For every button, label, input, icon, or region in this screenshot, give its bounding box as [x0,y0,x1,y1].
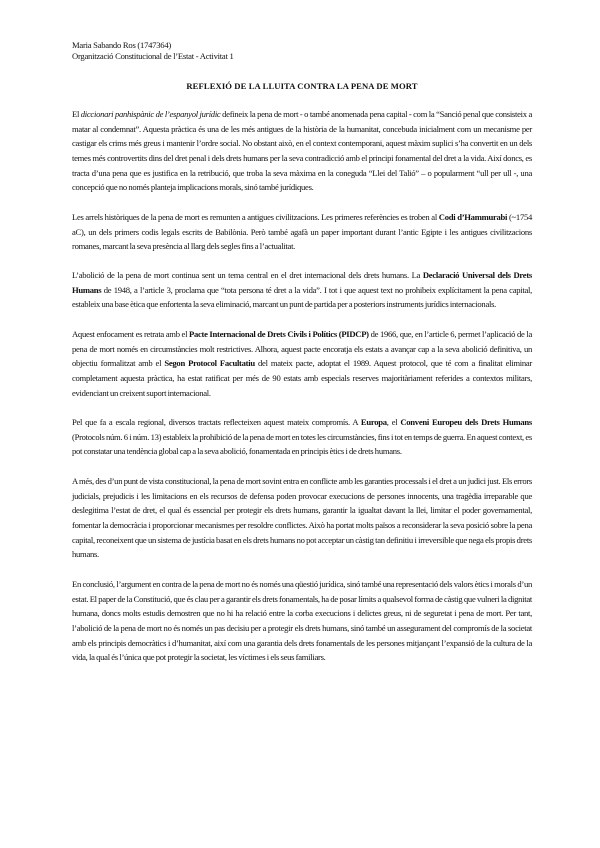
paragraph-7: En conclusió, l’argument en contra de la pena de mort no és només una qüestió jurídica, sinó també una representació dels valors ètics i morals d’un estat. El paper de la Constitució, que és clau per a garantir els drets fonamentals, ha de posar límits a qualsevol forma de càstig que vulneri la dignitat humana, doncs molts estudis demostren que no hi ha relació entre la corba execucions i delictes greus, ni de seguretat i pena de mort. Per tant, l’abolició de la pena de mort no és només un pas decisiu per a protegir els drets humans, sinó també un assegurament del compromís de la societat amb els principis democràtics i d’humanitat, així com una garantia dels drets fonamentals de les persones mitjançant l’expansió de la cultura de la vida, la qual és l’única que pot protegir la societat, les víctimes i els seus familiars. [72,579,532,663]
p5-text-e: (Protocols núm. 6 i núm. 13) estableix la prohibició de la pena de mort en totes les circumstàncies, fins i tot en temps de guerra. En aquest context, es pot constatar una tendència global cap a la seva abolició, fonamentada en principis ètics i de drets humans. [72,431,532,457]
paragraph-5 [72,415,532,459]
p1-text-c: defineix la pena de mort - o també anomenada pena capital - com la “Sanció penal que consisteix a matar al condemnat”. Aquesta pràctica és una de les més antigues de la història de la humanitat, concebuda inicialment com un mecanisme per castigar els crims més greus i mantenir l’ordre social. No obstant això, en el context contemporani, aquest màxim suplici s’ha convertit en un dels temes més controvertits dins del dret penal i dels drets humans per la seva contradicció amb el principi fonamental del dret a la vida. Així doncs, es tracta d’una pena que es justifica en la retribució, que troba la seva màxima en la coneguda “Llei del Talió” – o popularment “ull per ull -, una concepció que no només planteja implicacions morals, sinó també jurídiques. [72,109,532,193]
p4-bold-protocol: Segon Protocol Facultatiu [164,358,255,369]
p3-text-a: L’abolició de la pena de mort continua sent un tema central en el dret internacional dels drets humans. La [72,269,423,280]
p4-bold-pidcp: Pacte Internacional de Drets Civils i Polítics (PIDCP) [188,328,369,339]
p5-bold-convention: Conveni Europeu dels Drets Humans [400,417,532,428]
paragraph-6: A més, des d’un punt de vista constitucional, la pena de mort sovint entra en conflicte amb les garanties processals i el dret a un judici just. Els errors judicials, prejudicis i les limitacions en els recursos de defensa poden provocar execucions de persones innocents, una tragèdia irreparable que deslegitima l’estat de dret, el qual és essencial per protegir els drets humans, garantir la igualtat davant la llei, limitar el poder governamental, fomentar la democràcia i proporcionar mecanismes per resoldre conflictes. Això ha portat molts països a reconsiderar la seva posició sobre la pena capital, reconeixent que un sistema de justícia basat en els drets humans no pot acceptar un càstig tan definitiu i irreversible que nega els propis drets humans. [72,476,532,560]
paragraph-3 [72,268,532,312]
p1-italic-dictionary: diccionari panhispànic de l’espanyol jurídic [80,109,221,119]
p2-bold-hammurabi: Codi d’Hammurabi [438,211,508,222]
p2-text-c: (~1754 aC), un dels primers codis legals escrits de Babilònia. Però també agafà un paper important durant l’antic Egipte i les antigues civilitzacions romanes, marcant la seva presència al llarg dels segles fins a l’actualitat. [72,211,532,252]
p5-text-a: Pel que fa a escala regional, diversos tractats reflecteixen aquest mateix compromís. A [72,417,361,428]
p4-text-e: del mateix pacte, adoptat el 1989. Aquest protocol, que té com a finalitat eliminar completament aquesta pràctica, ha estat ratificat per més de 90 estats amb especials reserves majoritàriament referides a contextos militars, evidenciant un creixent suport internacional. [72,358,532,398]
p4-text-a: Aquest enfocament es retrata amb el [72,328,189,339]
p1-text-a: El [72,109,81,119]
p3-text-c: de 1948, a l’article 3, proclama que “tota persona té dret a la vida”. I tot i que aquest text no prohibeix explícitament la pena capital, estableix una base ètica que enfortenta la seva eliminació, marcant un punt de partida per a posteriors instruments jurídics internacionals. [72,284,532,310]
p5-text-c: , el [386,417,401,428]
paragraph-2 [72,210,532,254]
p2-text-a: Les arrels històriques de la pena de mort es remunten a antigues civilitzacions. Les primeres referències es troben al [72,211,439,222]
p3-bold-declaration: Declaració Universal dels Drets Humans [72,269,532,295]
paragraph-1 [72,107,532,195]
document-title: REFLEXIÓ DE LA LLUITA CONTRA LA PENA DE MORT [186,81,418,91]
author-line: Maria Sabando Ros (1747364) [72,40,171,50]
paragraph-4 [72,327,532,400]
document-page [72,40,532,665]
p4-text-c: de 1966, que, en l’article 6, permet l’aplicació de la pena de mort només en circumstàncies molt restrictives. Alhora, aquest pacte encoratja els estats a avançar cap a la seva abolició definitiva, un objectiu formalitzat amb el [72,328,532,369]
course-line: Organització Constitucional de l’Estat - Activitat 1 [72,51,234,61]
p5-bold-europa: Europa [360,417,387,428]
